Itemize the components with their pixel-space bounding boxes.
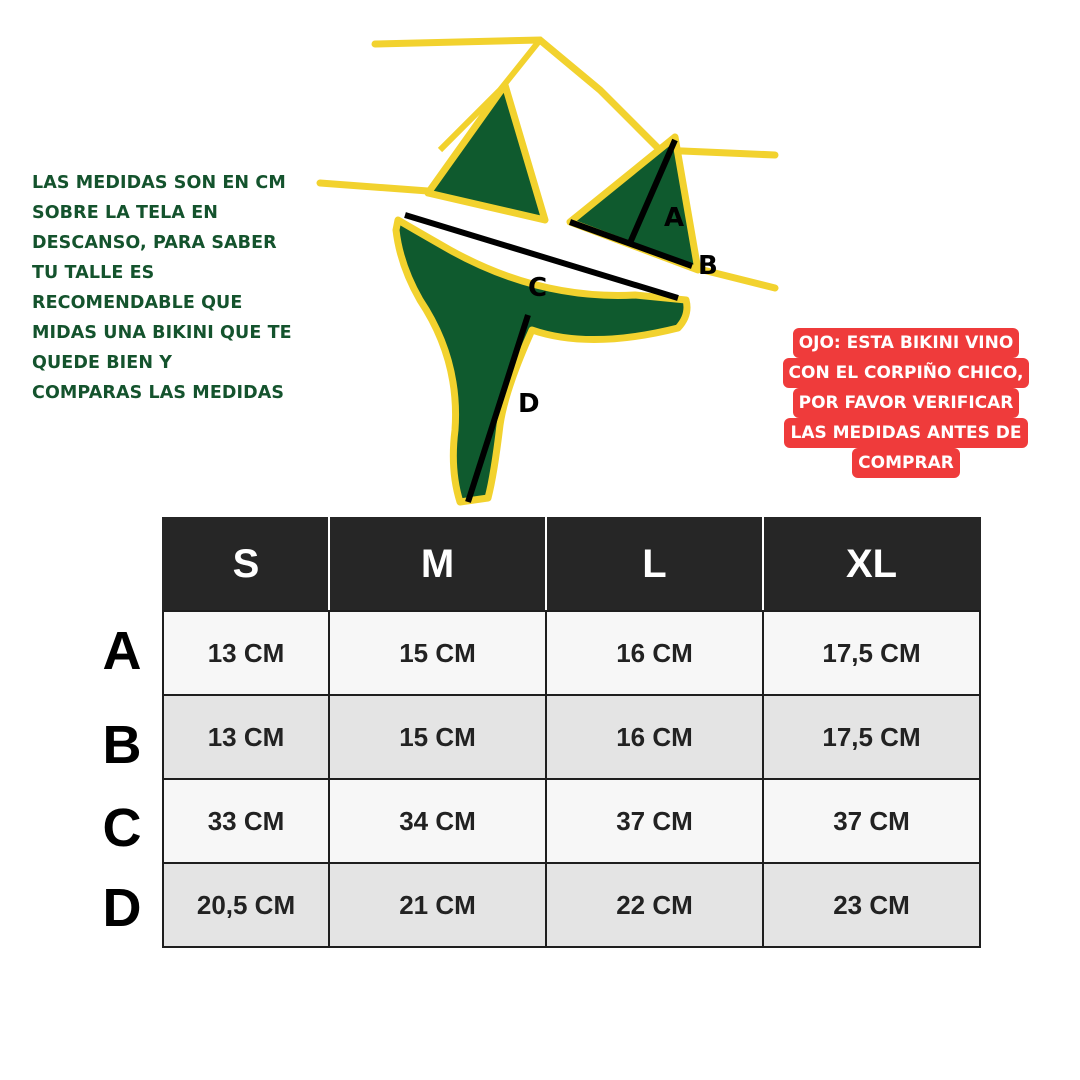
row-label-d: D bbox=[102, 878, 142, 938]
table-cell: 37 CM bbox=[546, 779, 763, 863]
note-line: DESCANSO, PARA SABER bbox=[32, 233, 277, 253]
label-a: A bbox=[664, 203, 685, 233]
table-cell: 16 CM bbox=[546, 695, 763, 779]
warning-note bbox=[776, 328, 1036, 478]
table-cell: 34 CM bbox=[329, 779, 546, 863]
note-line: QUEDE BIEN Y bbox=[32, 353, 173, 373]
table-cell: 23 CM bbox=[763, 863, 980, 947]
table-cell: 16 CM bbox=[546, 611, 763, 695]
bikini-drawing bbox=[300, 30, 800, 510]
table-cell: 15 CM bbox=[329, 695, 546, 779]
table-cell: 17,5 CM bbox=[763, 695, 980, 779]
label-c: C bbox=[528, 273, 548, 303]
table-row bbox=[163, 695, 980, 779]
size-header-l: L bbox=[546, 518, 763, 611]
size-header-m: M bbox=[329, 518, 546, 611]
row-label-c: C bbox=[102, 798, 142, 858]
warning-line: OJO: ESTA BIKINI VINO bbox=[793, 328, 1020, 358]
warning-line: CON EL CORPIÑO CHICO, bbox=[783, 358, 1030, 388]
size-header-s: S bbox=[163, 518, 329, 611]
note-line: RECOMENDABLE QUE bbox=[32, 293, 243, 313]
label-b: B bbox=[698, 251, 718, 281]
table-cell: 13 CM bbox=[163, 611, 329, 695]
table-cell: 33 CM bbox=[163, 779, 329, 863]
table-cell: 20,5 CM bbox=[163, 863, 329, 947]
warning-line: COMPRAR bbox=[852, 448, 960, 478]
note-line: LAS MEDIDAS SON EN CM bbox=[32, 173, 286, 193]
note-line: TU TALLE ES bbox=[32, 263, 155, 283]
table-cell: 15 CM bbox=[329, 611, 546, 695]
warning-line: LAS MEDIDAS ANTES DE bbox=[784, 418, 1027, 448]
bikini-illustration bbox=[300, 30, 800, 510]
note-line: MIDAS UNA BIKINI QUE TE bbox=[32, 323, 292, 343]
size-header-xl: XL bbox=[763, 518, 980, 611]
measurement-note bbox=[32, 168, 302, 408]
size-table bbox=[162, 517, 981, 948]
note-line: COMPARAS LAS MEDIDAS bbox=[32, 383, 285, 403]
table-row bbox=[163, 611, 980, 695]
table-cell: 17,5 CM bbox=[763, 611, 980, 695]
row-label-a: A bbox=[102, 621, 142, 681]
halter-strap bbox=[375, 40, 775, 155]
table-row bbox=[163, 779, 980, 863]
table-cell: 21 CM bbox=[329, 863, 546, 947]
bikini-bottom bbox=[396, 220, 687, 502]
warning-line: POR FAVOR VERIFICAR bbox=[793, 388, 1020, 418]
table-cell: 13 CM bbox=[163, 695, 329, 779]
table-cell: 37 CM bbox=[763, 779, 980, 863]
size-header-row bbox=[163, 518, 980, 611]
row-label-b: B bbox=[102, 715, 142, 775]
label-d: D bbox=[518, 389, 540, 419]
left-cup bbox=[428, 85, 545, 220]
table-row bbox=[163, 863, 980, 947]
side-strap-left bbox=[320, 183, 428, 191]
table-cell: 22 CM bbox=[546, 863, 763, 947]
note-line: SOBRE LA TELA EN bbox=[32, 203, 219, 223]
